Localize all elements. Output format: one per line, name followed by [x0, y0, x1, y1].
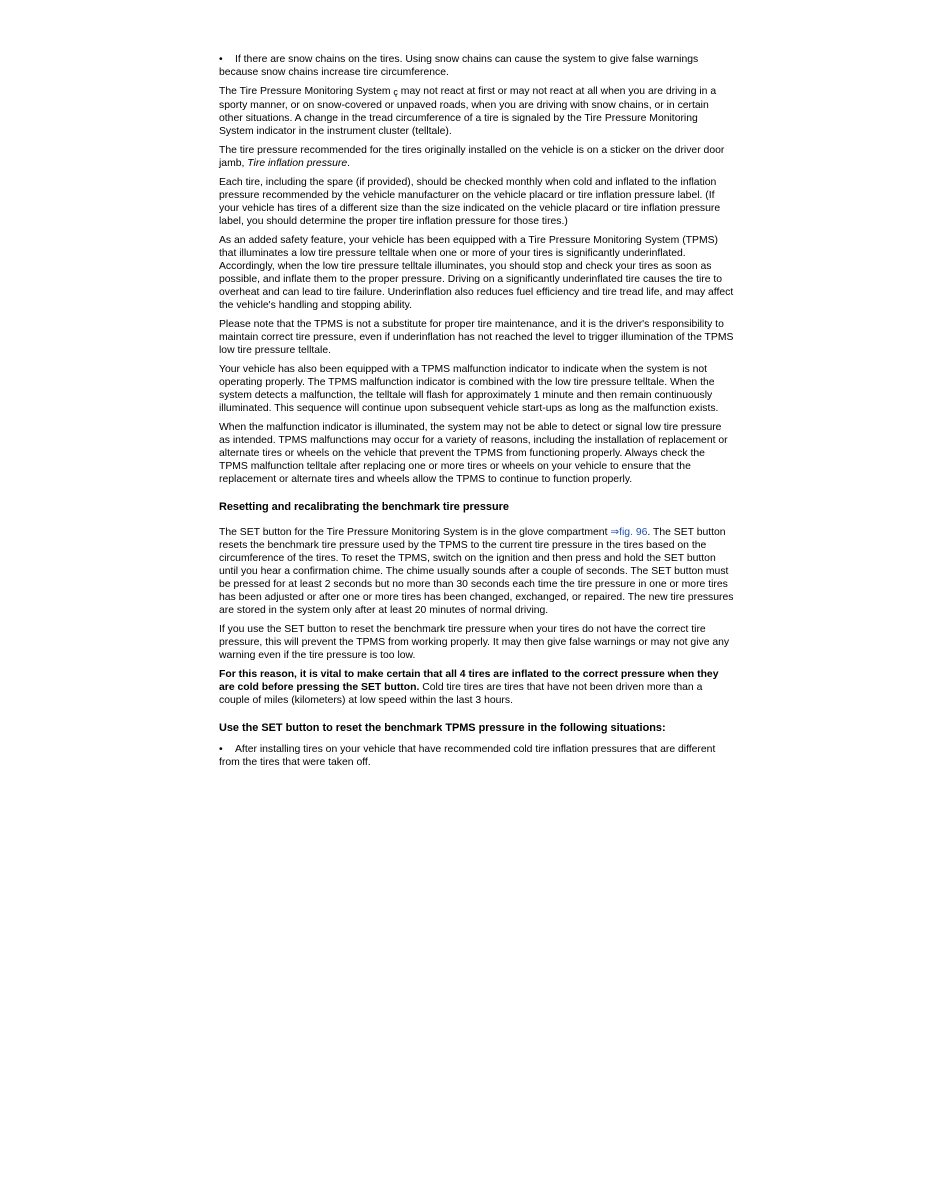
- bullet-item-after-installing: [219, 743, 734, 769]
- text-segment: . The SET button resets the benchmark tire pressure used by the TPMS to the current tire pressure in the tires based on the circumference of the tires. To reset the TPMS, switch on the ignition and then press and hold the SET button until you hear a confirmation chime. The chime usually sounds after a couple of seconds. The SET button must be pressed for at least 2 seconds but no more than 30 seconds each time the tire pressure in one or more tires has been adjusted or after one or more tires has been changed, exchanged, or repaired. The new tire pressures are stored in the system only after at least 20 minutes of normal driving.: [219, 527, 734, 616]
- paragraph-monthly-check: Each tire, including the spare (if provided), should be checked monthly when cold and inflated to the inflation pressure recommended by the vehicle manufacturer on the vehicle placard or tire inflation pressure label. (If your vehicle has tires of a different size than the size indicated on the vehicle placard or tire inflation pressure label, you should determine the proper tire inflation pressure for those tires.): [219, 177, 721, 227]
- paragraph-incorrect-reset: If you use the SET button to reset the benchmark tire pressure when your tires do not have the correct tire pressure, this will prevent the TPMS from working properly. It may then give false warnings or may not give any warning even if the tire pressure is too low.: [219, 624, 730, 661]
- bullet-text: If there are snow chains on the tires. Using snow chains can cause the system to give false warnings because snow chains increase tire circumference.: [219, 54, 699, 78]
- bullet-icon: •: [219, 54, 223, 65]
- figure-link[interactable]: fig. 96: [619, 527, 648, 538]
- paragraph-not-substitute: Please note that the TPMS is not a substitute for proper tire maintenance, and it is the driver's responsibility to maintain correct tire pressure, even if underinflation has not reached the level to trigger illumination of the TPMS low tire pressure telltale.: [219, 319, 734, 356]
- text-segment: The SET button for the Tire Pressure Monitoring System is in the glove compartment: [219, 527, 611, 538]
- paragraph-malfunction-indicator: Your vehicle has also been equipped with a TPMS malfunction indicator to indicate when the system is not operating properly. The TPMS malfunction indicator is combined with the low tire pressure telltale. When the system detects a malfunction, the telltale will flash for approximately 1 minute and then remain continuously illuminated. This sequence will continue upon subsequent vehicle start-ups as long as the malfunction exists.: [219, 364, 719, 414]
- paragraph-recommended-pressure: [219, 144, 734, 170]
- paragraph-safety-feature: As an added safety feature, your vehicle has been equipped with a Tire Pressure Monitoring System (TPMS) that illuminates a low tire pressure telltale when one or more of your tires is significantly underinflated. Accordingly, when the low tire pressure telltale illuminates, you should stop and check your tires as soon as possible, and inflate them to the proper pressure. Driving on a significantly underinflated tire causes the tire to overheat and can lead to tire failure. Underinflation also reduces fuel efficiency and tire tread life, and may affect the vehicle's handling and stopping ability.: [219, 235, 734, 311]
- text-segment: The tire pressure recommended for the tires originally installed on the vehicle is on a sticker on the driver door jamb,: [219, 145, 725, 169]
- tpms-indicator-icon: ç: [393, 87, 398, 97]
- text-segment: may not react at first or may not react at all when you are driving in a sporty manner, or on snow-covered or unpaved roads, when you are driving with snow chains, or in certain other situations. A change in the tread circumference of a tire is signaled by the Tire Pressure Monitoring System indicator in the instrument cluster (telltale).: [219, 86, 717, 137]
- section-heading-situations: Use the SET button to reset the benchmark TPMS pressure in the following situations:: [219, 722, 666, 734]
- text-segment: Cold tire tires are tires that have not been driven more than a couple of miles (kilometers) at low speed within the last 3 hours.: [219, 682, 703, 706]
- text-segment: .: [347, 158, 351, 169]
- paragraph-malfunction-illuminated: When the malfunction indicator is illuminated, the system may not be able to detect or signal low tire pressure as intended. TPMS malfunctions may occur for a variety of reasons, including the installation of replacement or alternate tires or wheels on the vehicle that prevent the TPMS from functioning properly. Always check the TPMS malfunction telltale after replacing one or more tires or wheels on your vehicle to ensure that the replacement or alternate tires and wheels allow the TPMS to continue to function properly.: [219, 422, 728, 485]
- paragraph-tpms-reaction: [219, 85, 734, 138]
- bullet-item-snow-chains: [219, 53, 734, 79]
- manual-page: [219, 53, 734, 775]
- cross-reference-italic: Tire inflation pressure: [247, 158, 348, 169]
- paragraph-set-button: [219, 526, 734, 617]
- paragraph-vital-warning: [219, 668, 734, 707]
- arrow-right-icon: ⇒: [610, 527, 620, 538]
- bullet-text: After installing tires on your vehicle that have recommended cold tire inflation pressures that are different from the tires that were taken off.: [219, 744, 716, 768]
- section-heading-resetting: Resetting and recalibrating the benchmark tire pressure: [219, 501, 509, 513]
- bold-warning: For this reason, it is vital to make certain that all 4 tires are inflated to the correct pressure when they are cold before pressing the SET button.: [219, 669, 719, 693]
- text-segment: The Tire Pressure Monitoring System: [219, 86, 394, 97]
- bullet-icon: •: [219, 744, 223, 755]
